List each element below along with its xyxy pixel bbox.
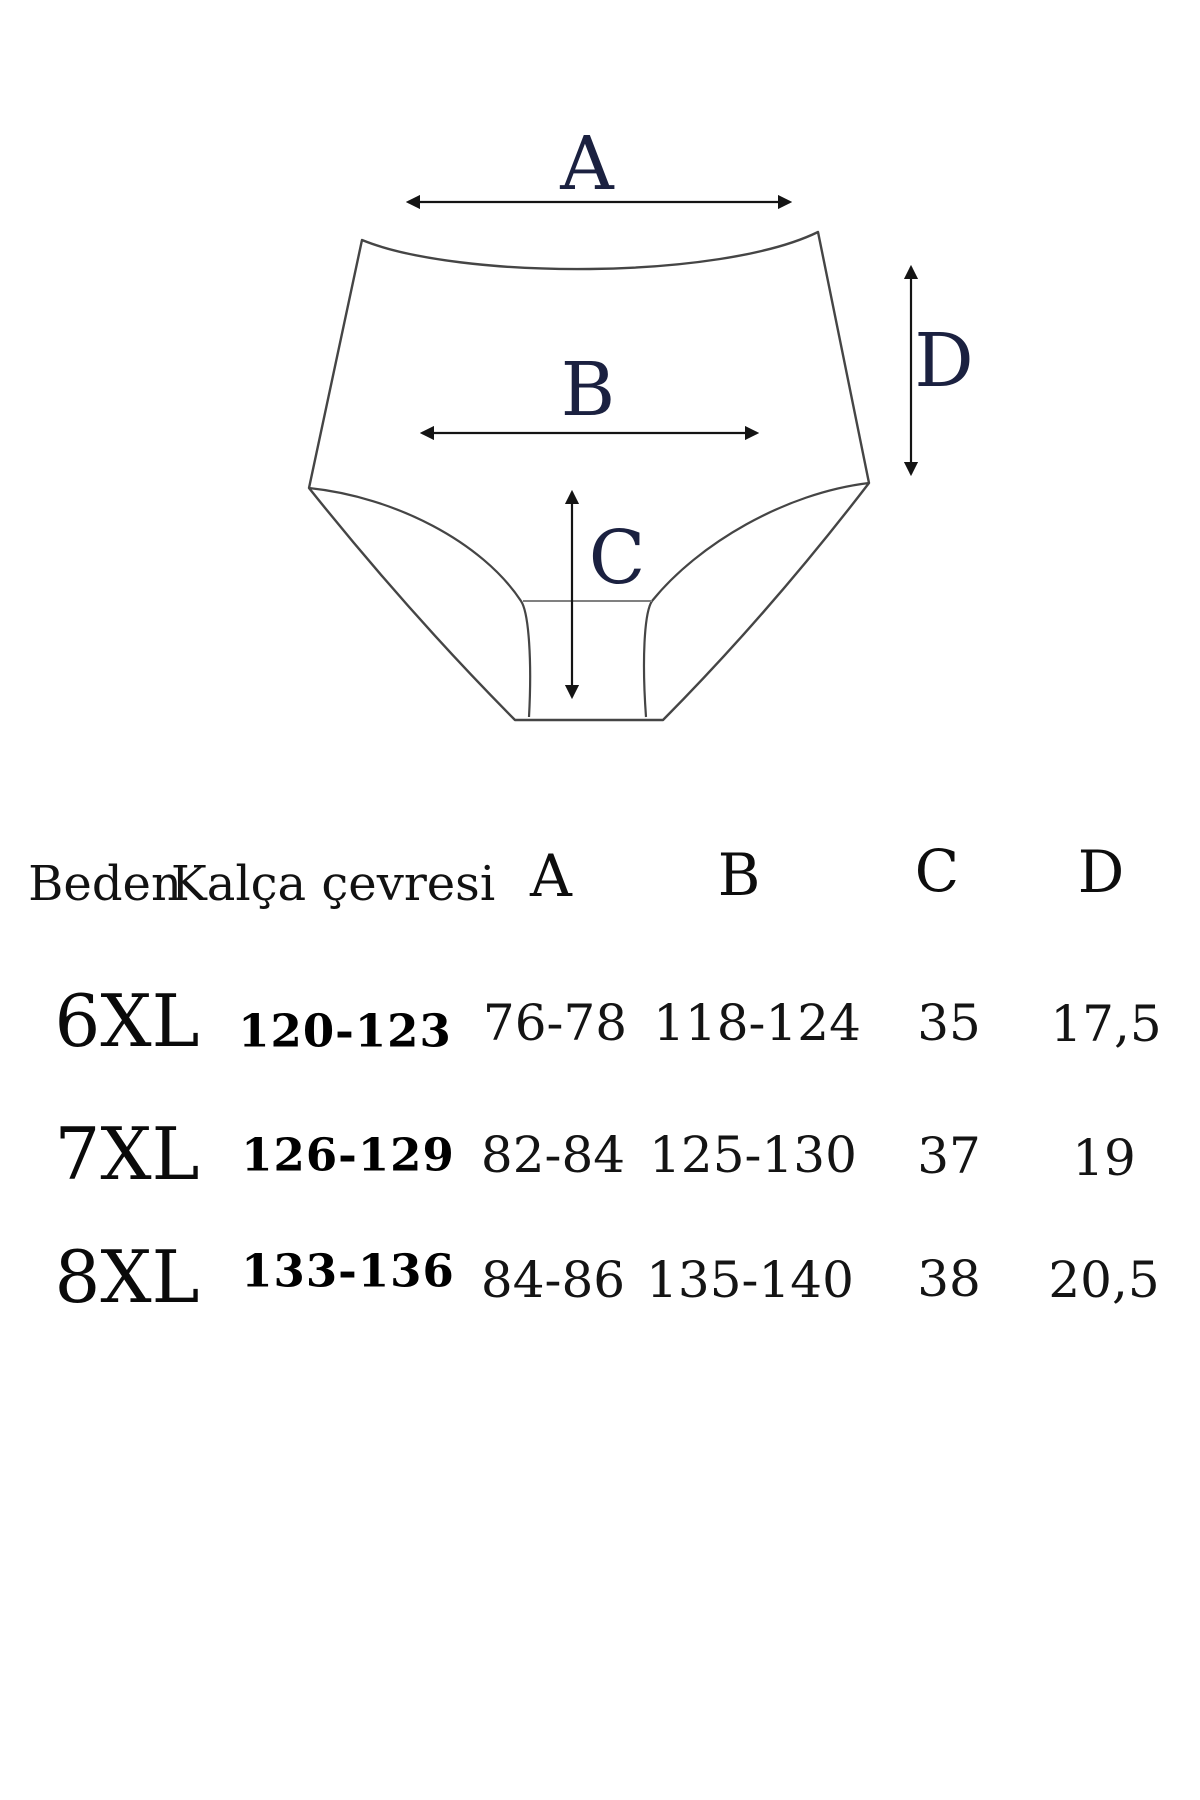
hip-cell: 120-123 [238,1004,452,1058]
header-size: Beden [28,856,182,912]
size-cell: 6XL [54,979,200,1063]
d-cell: 19 [1072,1129,1136,1187]
b-cell: 125-130 [649,1126,857,1184]
hip-cell: 133-136 [241,1244,455,1298]
header-d: D [1077,838,1125,906]
a-cell: 82-84 [480,1126,626,1184]
b-cell: 135-140 [646,1251,854,1309]
c-cell: 35 [917,994,981,1052]
garment-outline [309,232,869,720]
header-hip: Kalça çevresi [170,856,496,912]
b-cell: 118-124 [653,994,861,1052]
d-cell: 20,5 [1048,1251,1160,1309]
hip-cell: 126-129 [241,1128,455,1182]
d-cell: 17,5 [1050,995,1162,1053]
dimension-label-a: A [560,121,614,207]
dimension-label-b: B [560,347,616,433]
a-cell: 84-86 [480,1251,626,1309]
header-a: A [530,842,572,910]
a-cell: 76-78 [482,994,628,1052]
c-cell: 38 [917,1250,981,1308]
dimension-label-d: D [914,318,974,404]
size-cell: 7XL [54,1112,200,1196]
header-c: C [914,837,960,905]
size-diagram [0,0,1200,780]
size-cell: 8XL [54,1235,200,1319]
dimension-label-c: C [588,515,646,601]
c-cell: 37 [917,1127,981,1185]
header-b: B [717,841,761,909]
